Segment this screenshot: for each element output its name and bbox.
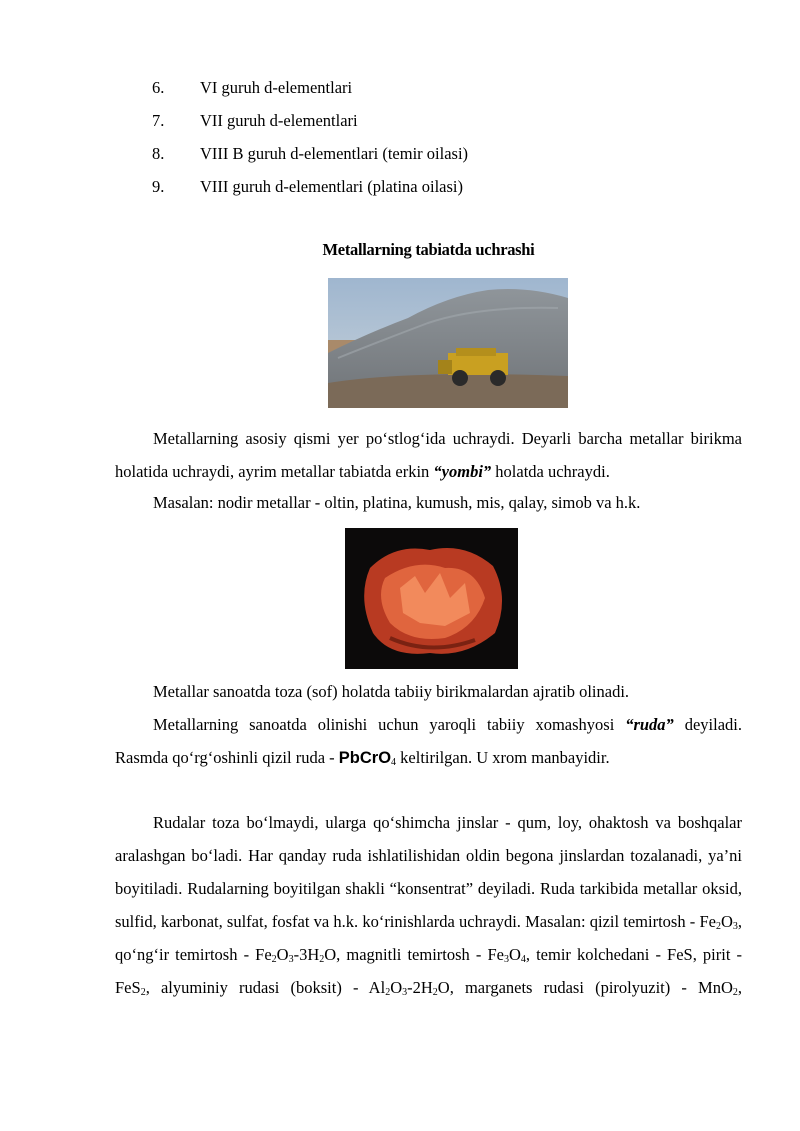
section-heading: Metallarning tabiatda uchrashi bbox=[322, 240, 535, 259]
formula-subscript: 3 bbox=[503, 954, 509, 965]
formula-subscript: 2 bbox=[715, 921, 721, 932]
list-text: VII guruh d-elementlari bbox=[200, 111, 358, 130]
paragraph-text: Metallarning asosiy qismi yer po‘stlog‘ida uchraydi. Deyarli barcha metallar birikma holatida uchraydi, ayrim metallar tabiatda erkin bbox=[115, 429, 742, 481]
formula-subscript: 4 bbox=[391, 757, 397, 768]
paragraph-text: O bbox=[390, 978, 403, 997]
paragraph-text: Masalan: nodir metallar - oltin, platina, kumush, mis, qalay, simob va h.k. bbox=[153, 493, 641, 512]
paragraph-text: Metallar sanoatda toza (sof) holatda tabiiy birikmalardan ajratib olinadi. bbox=[153, 682, 630, 701]
paragraph-text: , bbox=[737, 978, 742, 997]
paragraph-5 bbox=[115, 806, 742, 1004]
list-text: VI guruh d-elementlari bbox=[200, 78, 353, 97]
paragraph-1 bbox=[115, 422, 742, 488]
formula-subscript: 2 bbox=[385, 987, 391, 998]
paragraph-text: Rudalar toza bo‘lmaydi, ularga qo‘shimcha jinslar - qum, loy, ohaktosh va boshqalar aralashgan bo‘ladi. Har qanday ruda ishlatilishidan oldin begona jinslardan tozalanadi, ya’ni boyitiladi. Rudalarning boyitilgan shakli “konsentrat” deyiladi. Ruda tarkibida metallar oksid, sulfid, karbonat, sulfat, fosfat va h.k. ko‘rinishlarda uchraydi. Masalan: qizil temirtosh - Fe bbox=[115, 813, 742, 931]
paragraph-text: Metallarning sanoatda olinishi uchun yaroqli tabiiy xomashyosi bbox=[153, 715, 626, 734]
element-group-list bbox=[152, 76, 712, 208]
mining-truck-photo bbox=[328, 278, 568, 408]
paragraph-text: , qo‘ng‘ir temirtosh - Fe bbox=[115, 912, 742, 964]
paragraph-text: deyiladi. Rasmda qo‘rg‘oshinli qizil ruda - bbox=[115, 715, 742, 767]
list-item bbox=[152, 109, 712, 142]
paragraph-text: , alyuminiy rudasi (boksit) - Al bbox=[145, 978, 386, 997]
formula-subscript: 2 bbox=[432, 987, 438, 998]
list-text: VIII B guruh d-elementlari (temir oilasi) bbox=[200, 144, 469, 163]
formula-subscript: 3 bbox=[288, 954, 294, 965]
formula-subscript: 2 bbox=[732, 987, 738, 998]
formula-subscript: 3 bbox=[732, 921, 738, 932]
paragraph-4 bbox=[115, 708, 742, 775]
paragraph-2 bbox=[115, 486, 742, 519]
list-text: VIII guruh d-elementlari (platina oilasi) bbox=[200, 177, 463, 196]
paragraph-text: -3H bbox=[293, 945, 320, 964]
list-number: 6. bbox=[152, 78, 165, 97]
list-number: 7. bbox=[152, 111, 165, 130]
list-number: 8. bbox=[152, 144, 165, 163]
formula-subscript: 2 bbox=[140, 987, 146, 998]
paragraph-text: , temir kolchedani - FeS, pirit - FeS bbox=[115, 945, 743, 997]
chemical-formula: PbCrO bbox=[338, 749, 392, 767]
paragraph-text: -2H bbox=[407, 978, 433, 997]
paragraph-text: keltirilgan. U xrom manbayidir. bbox=[396, 748, 610, 767]
list-number: 9. bbox=[152, 177, 165, 196]
paragraph-text: holatda uchraydi. bbox=[491, 462, 610, 481]
emphasis-text: “yombi” bbox=[433, 462, 492, 481]
paragraph-text: O bbox=[720, 912, 733, 931]
list-item bbox=[152, 76, 712, 109]
formula-subscript: 4 bbox=[520, 954, 526, 965]
paragraph-text: O, magnitli temirtosh - Fe bbox=[324, 945, 504, 964]
list-item bbox=[152, 142, 712, 175]
formula-subscript: 3 bbox=[402, 987, 408, 998]
emphasis-text: “ruda” bbox=[625, 715, 674, 734]
red-ore-photo bbox=[345, 528, 518, 669]
paragraph-text: O bbox=[276, 945, 289, 964]
paragraph-3 bbox=[115, 675, 742, 708]
formula-subscript: 2 bbox=[319, 954, 325, 965]
paragraph-text: O, marganets rudasi (pirolyuzit) - MnO bbox=[437, 978, 733, 997]
list-item bbox=[152, 175, 712, 208]
paragraph-text: O bbox=[508, 945, 521, 964]
formula-subscript: 2 bbox=[271, 954, 277, 965]
